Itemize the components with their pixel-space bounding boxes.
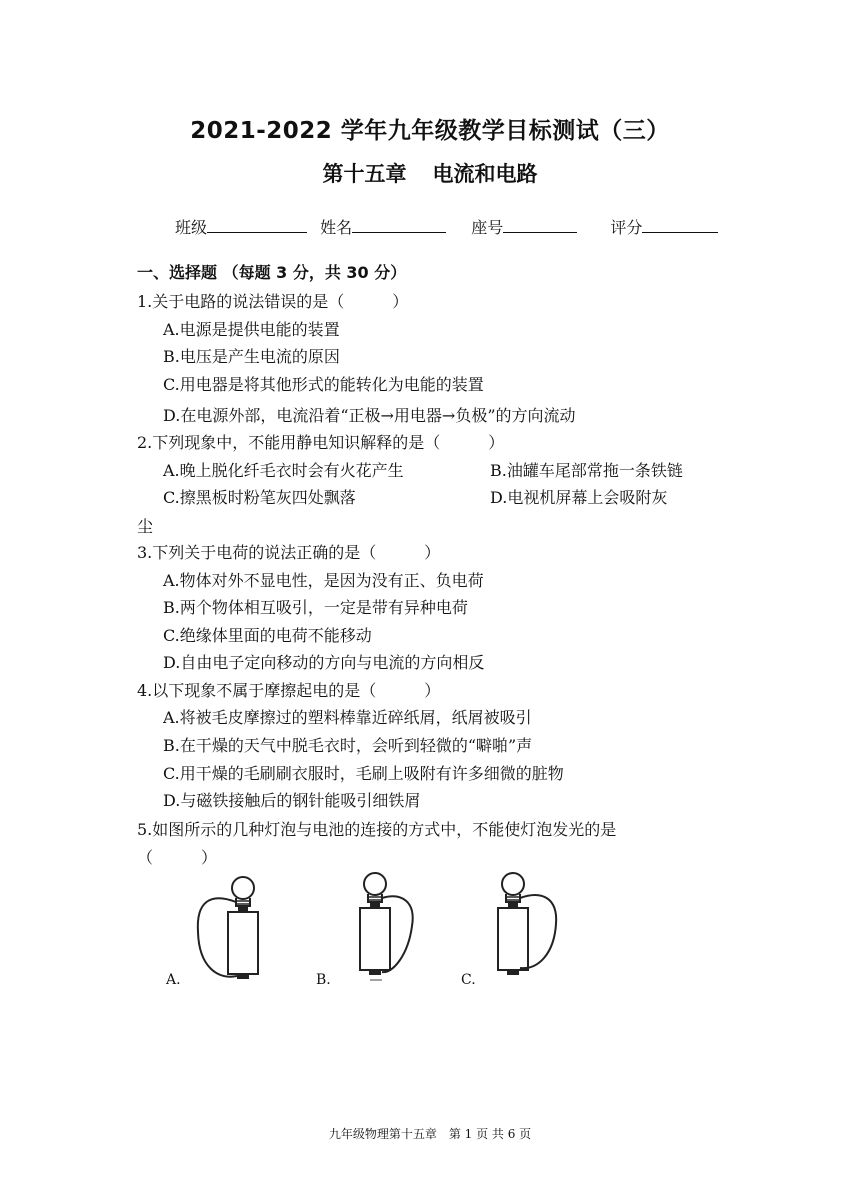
figure-c-bulb-battery-icon: [480, 868, 570, 988]
name-label: 姓名: [320, 218, 353, 237]
question-2-option-d: D.电视机屏幕上会吸附灰: [490, 488, 668, 507]
question-3-option-b: B.两个物体相互吸引，一定是带有异种电荷: [163, 598, 468, 617]
question-2-wrap: 尘: [137, 517, 154, 536]
name-field: [320, 215, 446, 238]
score-label: 评分: [610, 218, 643, 237]
figure-a-bulb-battery-icon: [190, 872, 280, 992]
question-2-option-b: B.油罐车尾部常拖一条铁链: [490, 461, 683, 480]
chapter-name: 电流和电路: [432, 162, 538, 186]
question-4-option-a: A.将被毛皮摩擦过的塑料棒靠近碎纸屑，纸屑被吸引: [163, 708, 532, 727]
question-4-option-d: D.与磁铁接触后的钢针能吸引细铁屑: [163, 791, 421, 810]
student-info-row: [175, 215, 718, 238]
seat-blank[interactable]: [503, 217, 577, 233]
question-1-option-a: A.电源是提供电能的装置: [163, 320, 340, 339]
score-blank[interactable]: [642, 217, 718, 233]
figure-b-label: B.: [316, 972, 331, 988]
class-field: [175, 215, 307, 238]
question-1-option-b: B.电压是产生电流的原因: [163, 347, 340, 366]
seat-field: [471, 215, 577, 238]
question-2-option-c: C.擦黑板时粉笔灰四处飘落: [163, 488, 356, 507]
class-label: 班级: [175, 218, 208, 237]
question-1-option-d: D.在电源外部，电流沿着“正极→用电器→负极”的方向流动: [163, 406, 576, 425]
question-1-option-c: C.用电器是将其他形式的能转化为电能的装置: [163, 375, 484, 394]
page-footer: 九年级物理第十五章 第 1 页 共 6 页: [328, 1127, 532, 1141]
question-4-option-c: C.用干燥的毛刷刷衣服时，毛刷上吸附有许多细微的脏物: [163, 764, 564, 783]
class-blank[interactable]: [207, 217, 307, 233]
question-3-option-d: D.自由电子定向移动的方向与电流的方向相反: [163, 653, 485, 672]
question-2-stem: 2.下列现象中，不能用静电知识解释的是（ ）: [137, 433, 505, 452]
question-1-stem: 1.关于电路的说法错误的是（ ）: [137, 292, 409, 311]
chapter-number: 第十五章: [322, 162, 407, 186]
question-4-option-b: B.在干燥的天气中脱毛衣时，会听到轻微的“噼啪”声: [163, 736, 533, 755]
figure-a-label: A.: [166, 972, 181, 988]
question-3-option-a: A.物体对外不显电性，是因为没有正、负电荷: [163, 571, 484, 590]
chapter-title: [0, 158, 860, 188]
question-4-stem: 4.以下现象不属于摩擦起电的是（ ）: [137, 681, 441, 700]
exam-title: 2021-2022 学年九年级教学目标测试（三）: [190, 118, 670, 144]
name-blank[interactable]: [352, 217, 446, 233]
question-5-paren: （ ）: [137, 848, 218, 867]
seat-label: 座号: [471, 218, 504, 237]
question-5-stem: 5.如图所示的几种灯泡与电池的连接的方式中，不能使灯泡发光的是: [137, 820, 617, 839]
figure-c-label: C.: [461, 972, 476, 988]
question-2-option-a: A.晚上脱化纤毛衣时会有火花产生: [163, 461, 404, 480]
question-3-stem: 3.下列关于电荷的说法正确的是（ ）: [137, 543, 441, 562]
score-field: [610, 215, 718, 238]
question-3-option-c: C.绝缘体里面的电荷不能移动: [163, 626, 372, 645]
section-heading: 一、选择题 （每题 3 分，共 30 分）: [137, 263, 407, 282]
figure-b-bulb-battery-icon: [330, 868, 420, 988]
